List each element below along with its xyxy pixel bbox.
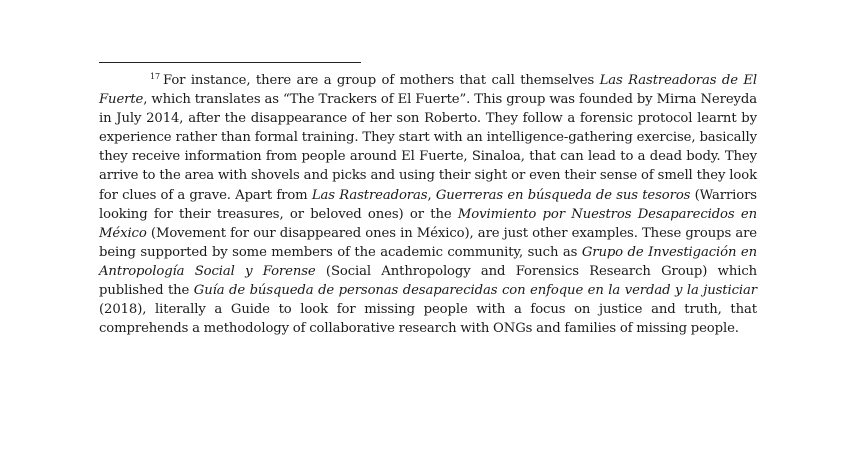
footnote-segment: , bbox=[427, 187, 436, 203]
footnote-number: 17 bbox=[150, 72, 160, 81]
footnote-segment: (Social Anthropology and Forensics Research Group) which published the bbox=[99, 263, 758, 299]
footnote-segment-italic: Guerreras en búsqueda de sus tesoros bbox=[435, 187, 691, 203]
footnote-17 bbox=[99, 71, 757, 338]
footnote-segment-italic: Movimiento por Nuestros Desaparecidos en México bbox=[99, 206, 757, 241]
footnote-segment: , which translates as “The Trackers of El Fuerte”. This group was founded by Mirna Nereyda in July 2014, after the disappearance of her son Roberto. They follow a forensic protocol learnt by experience rather than formal training. They start with an intelligence-gathering exercise, basically they receive information from people around El Fuerte, Sinaloa, that can lead to a dead body. They arrive to the area with shovels and picks and using their sight or even their sense of smell they look for clues of a grave. Apart from bbox=[99, 92, 757, 203]
footnote-segment: (Warriors looking for their treasures, or beloved ones) or the bbox=[99, 187, 757, 222]
footnote-segment-italic: Guía de búsqueda de personas desaparecidas con enfoque en la verdad y la justiciar bbox=[193, 283, 757, 299]
footnote-segment-italic: Las Rastreadoras de El Fuerte bbox=[99, 73, 758, 108]
footnote-segment: (Movement for our disappeared ones in México), are just other examples. These groups are being supported by some members of the academic community, such as bbox=[99, 225, 757, 260]
footnote-segment-italic: Grupo de Investigación en Antropología Social y Forense bbox=[99, 244, 757, 279]
footnote-segment: For instance, there are a group of mothers that call themselves bbox=[162, 73, 600, 88]
footnote-separator-rule bbox=[99, 62, 361, 63]
footnote-segment-italic: Las Rastreadoras bbox=[311, 187, 428, 203]
footnote-segment: (2018), literally a Guide to look for missing people with a focus on justice and truth, that comprehends a methodology of collaborative research with ONGs and families of missing people. bbox=[99, 302, 757, 337]
